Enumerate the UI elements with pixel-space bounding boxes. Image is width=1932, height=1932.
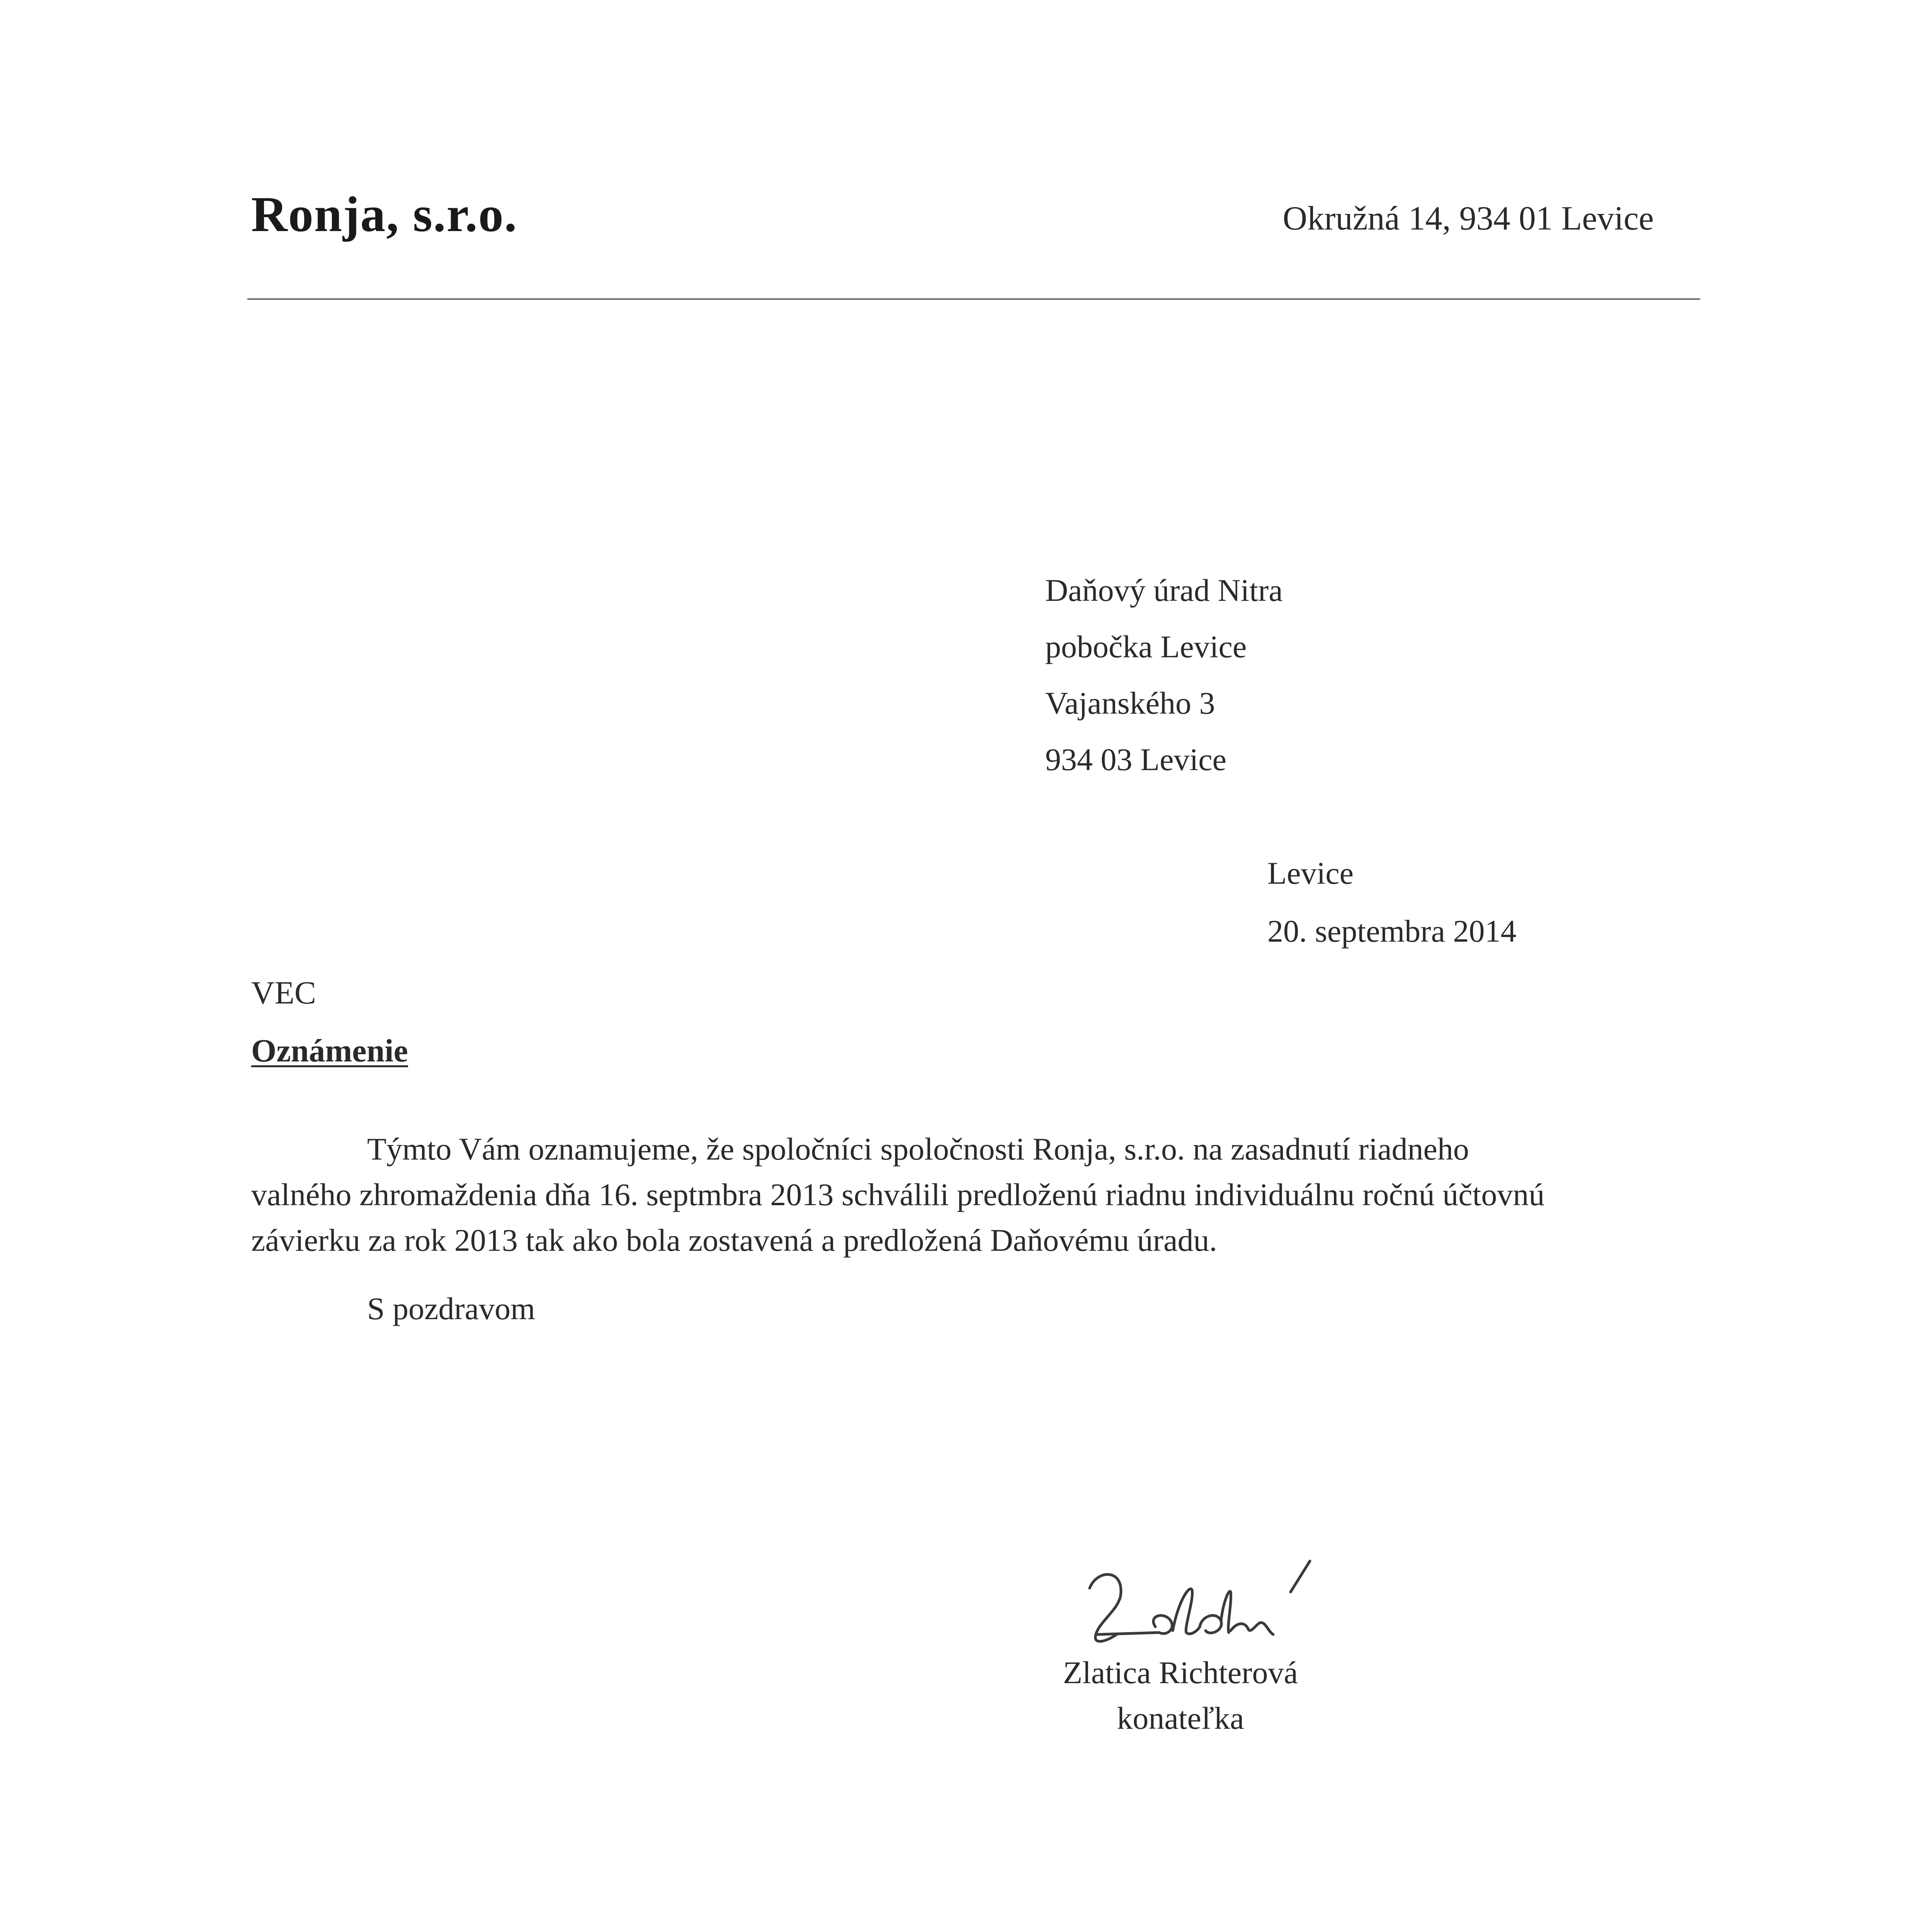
body-line: Týmto Vám oznamujeme, že spoločníci spoločnosti Ronja, s.r.o. na zasadnutí riadneho [367, 1131, 1469, 1167]
body-line: závierku za rok 2013 tak ako bola zostavená a predložená Daňovému úradu. [251, 1223, 1217, 1258]
header-divider [247, 298, 1700, 300]
place: Levice [1267, 855, 1354, 891]
date: 20. septembra 2014 [1267, 913, 1517, 949]
signatory-block [1045, 1650, 1316, 1741]
recipient-line: Daňový úrad Nitra [1045, 573, 1283, 608]
subject-block [251, 964, 408, 1080]
company-name: Ronja, s.r.o. [251, 187, 518, 242]
subject-label: VEC [251, 975, 316, 1011]
closing-greeting: S pozdravom [367, 1291, 535, 1326]
recipient-line: Vajanského 3 [1045, 685, 1215, 721]
signatory-name: Zlatica Richterová [1063, 1655, 1298, 1690]
company-address: Okružná 14, 934 01 Levice [1282, 200, 1654, 237]
place-date-block [1267, 844, 1516, 960]
recipient-line: 934 03 Levice [1045, 742, 1227, 777]
signatory-role: konateľka [1117, 1701, 1244, 1736]
recipient-line: pobočka Levice [1045, 629, 1247, 664]
subject-title: Oznámenie [251, 1033, 408, 1069]
body-line: valného zhromaždenia dňa 16. septmbra 2013 schválili predloženú riadnu individuálnu ročnú účtovnú [251, 1177, 1545, 1212]
letter-body [251, 1126, 1743, 1263]
recipient-address-block [1045, 562, 1283, 788]
